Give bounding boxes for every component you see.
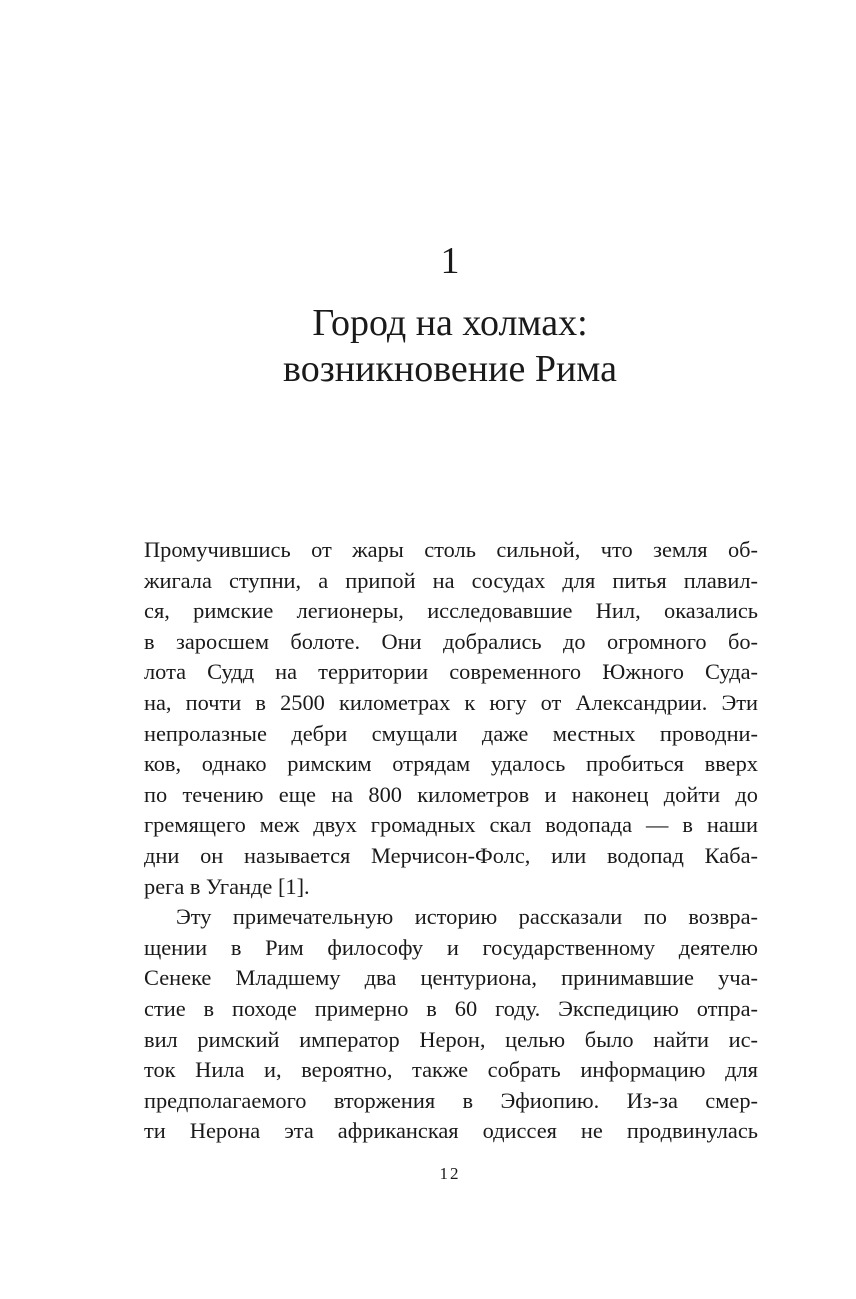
- text-line: ти Нерона эта африканская одиссея не продвинулась: [144, 1118, 758, 1144]
- text-line: ся, римские легионеры, исследовавшие Нил, оказались: [144, 598, 758, 624]
- text-line: лота Судд на территории современного Южного Суда-: [144, 659, 758, 685]
- text-line: предполагаемого вторжения в Эфиопию. Из-за смер-: [144, 1087, 758, 1113]
- body-text: [144, 535, 758, 1147]
- text-line: гремящего меж двух громадных скал водопада — в наши: [144, 812, 758, 838]
- chapter-number: 1: [440, 240, 460, 282]
- text-line: дни он называется Мерчисон-Фолс, или водопад Каба-: [144, 842, 758, 868]
- text-line: стие в походе примерно в 60 году. Экспедицию отпра-: [144, 995, 758, 1021]
- chapter-title-line-2: возникновение Рима: [283, 348, 617, 390]
- paragraph: [144, 902, 758, 1147]
- text-line: жигала ступни, а припой на сосудах для питья плавил-: [144, 567, 758, 593]
- text-line: ток Нила и, вероятно, также собрать информацию для: [144, 1057, 758, 1083]
- chapter-title: [0, 300, 856, 392]
- page-number: 12: [439, 1164, 461, 1183]
- text-line: рега в Уганде [1].: [144, 873, 310, 899]
- text-line: в заросшем болоте. Они добрались до огромного бо-: [144, 628, 758, 654]
- chapter-title-line-1: Город на холмах:: [312, 302, 588, 344]
- text-line: непролазные дебри смущали даже местных проводни-: [144, 720, 758, 746]
- text-line: ков, однако римским отрядам удалось пробиться вверх: [144, 751, 758, 777]
- text-line: Сенеке Младшему два центуриона, принимавшие уча-: [144, 965, 758, 991]
- text-line: Промучившись от жары столь сильной, что земля об-: [144, 537, 758, 562]
- text-line: щении в Рим философу и государственному деятелю: [144, 934, 758, 960]
- text-line: вил римский император Нерон, целью было найти ис-: [144, 1026, 758, 1052]
- text-line: по течению еще на 800 километров и наконец дойти до: [144, 781, 758, 807]
- text-line: на, почти в 2500 километрах к югу от Александрии. Эти: [144, 689, 758, 715]
- paragraph: [144, 535, 758, 902]
- text-line: Эту примечательную историю рассказали по возвра-: [176, 904, 758, 930]
